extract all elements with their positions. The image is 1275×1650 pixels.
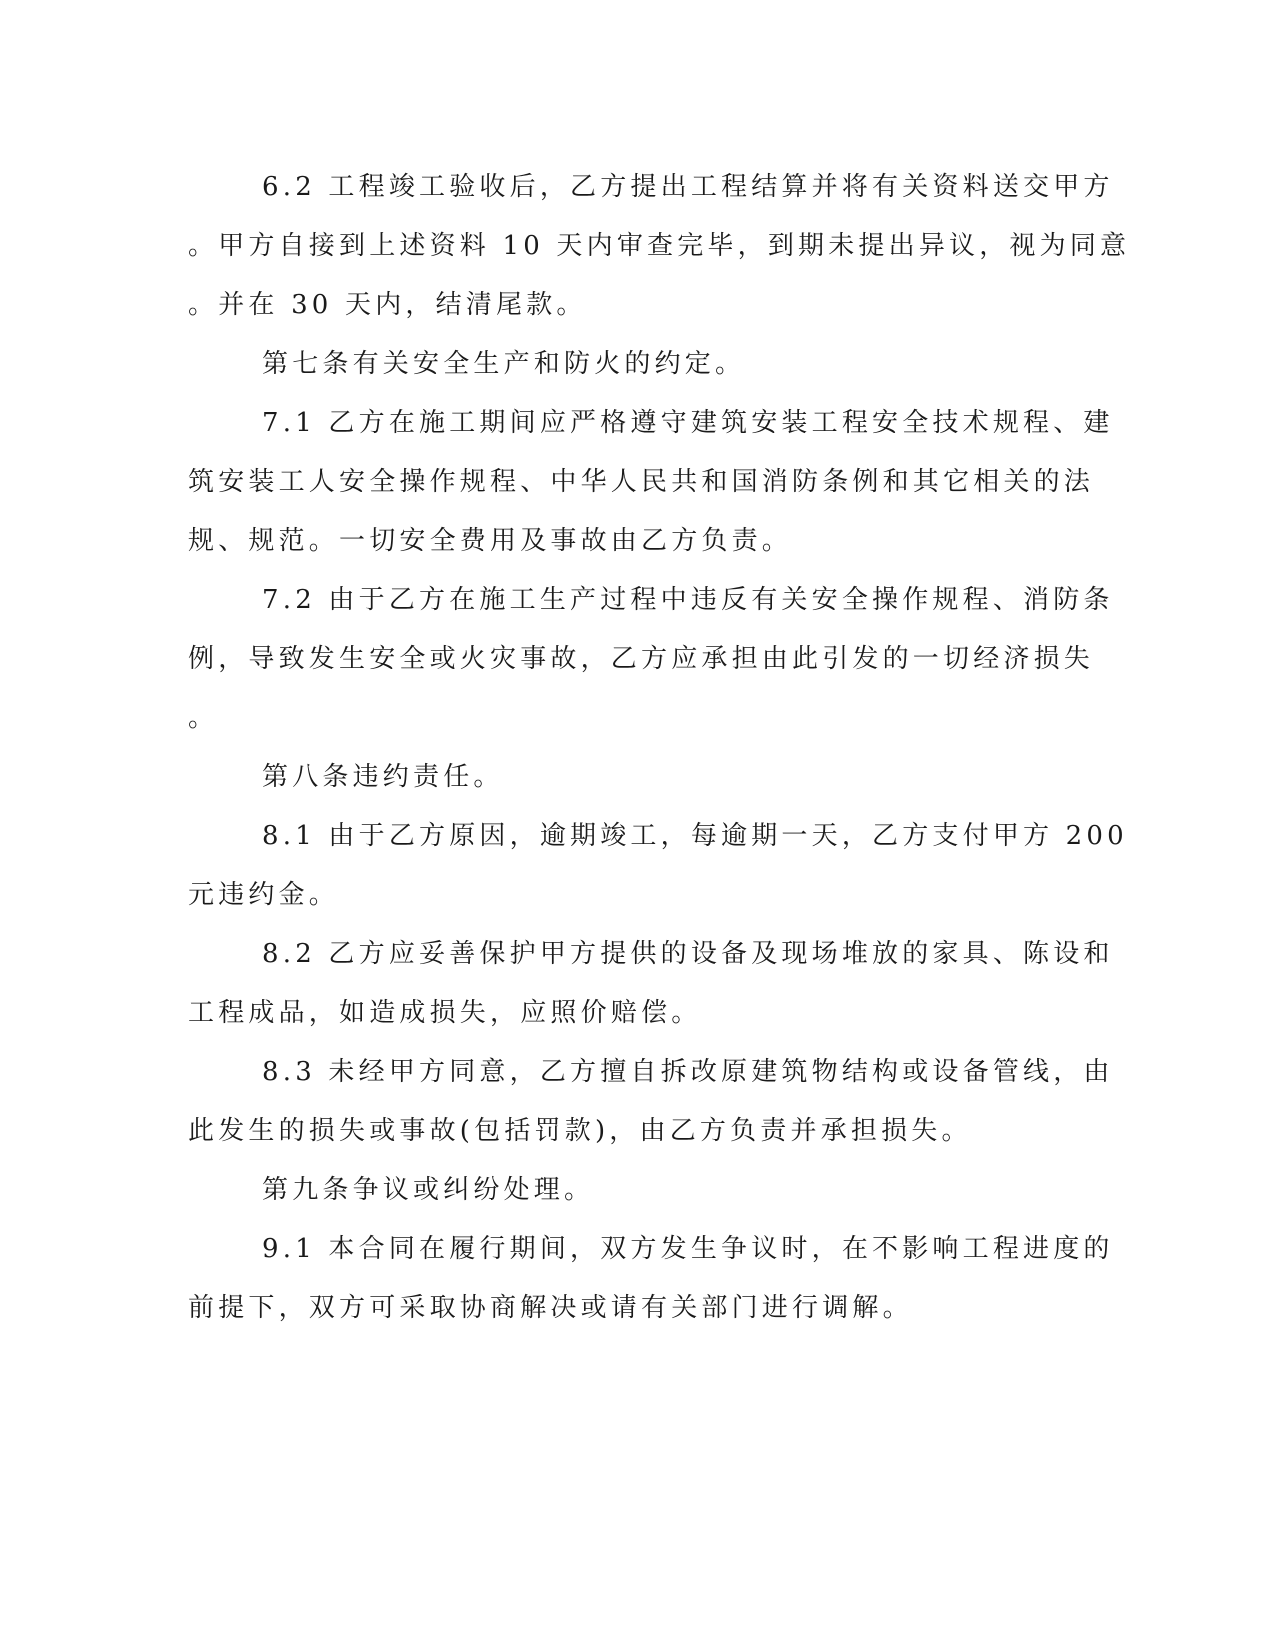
text-line: 筑安装工人安全操作规程、中华人民共和国消防条例和其它相关的法 — [188, 467, 1095, 497]
text-line: 6.2 工程竣工验收后，乙方提出工程结算并将有关资料送交甲方 — [262, 172, 1114, 202]
text-line: 规、规范。一切安全费用及事故由乙方负责。 — [188, 526, 793, 556]
text-line: 8.1 由于乙方原因，逾期竣工，每逾期一天，乙方支付甲方 200 — [262, 821, 1128, 851]
section-heading: 第九条争议或纠纷处理。 — [262, 1175, 595, 1205]
text-line: 元违约金。 — [188, 880, 340, 910]
section-heading: 第八条违约责任。 — [262, 762, 504, 792]
text-line: 。甲方自接到上述资料 10 天内审查完毕，到期未提出异议，视为同意 — [188, 231, 1131, 261]
text-line: 。 — [188, 703, 219, 733]
text-line: 。并在 30 天内，结清尾款。 — [188, 290, 587, 320]
text-line: 7.1 乙方在施工期间应严格遵守建筑安装工程安全技术规程、建 — [262, 408, 1114, 438]
text-line: 7.2 由于乙方在施工生产过程中违反有关安全操作规程、消防条 — [262, 585, 1114, 615]
text-line: 工程成品，如造成损失，应照价赔偿。 — [188, 998, 702, 1028]
section-heading: 第七条有关安全生产和防火的约定。 — [262, 349, 746, 379]
text-line: 前提下，双方可采取协商解决或请有关部门进行调解。 — [188, 1293, 913, 1323]
text-line: 9.1 本合同在履行期间，双方发生争议时，在不影响工程进度的 — [262, 1234, 1114, 1264]
text-line: 8.2 乙方应妥善保护甲方提供的设备及现场堆放的家具、陈设和 — [262, 939, 1114, 969]
text-line: 例，导致发生安全或火灾事故，乙方应承担由此引发的一切经济损失 — [188, 644, 1095, 674]
text-line: 8.3 未经甲方同意，乙方擅自拆改原建筑物结构或设备管线，由 — [262, 1057, 1114, 1087]
text-line: 此发生的损失或事故(包括罚款)，由乙方负责并承担损失。 — [188, 1116, 972, 1146]
